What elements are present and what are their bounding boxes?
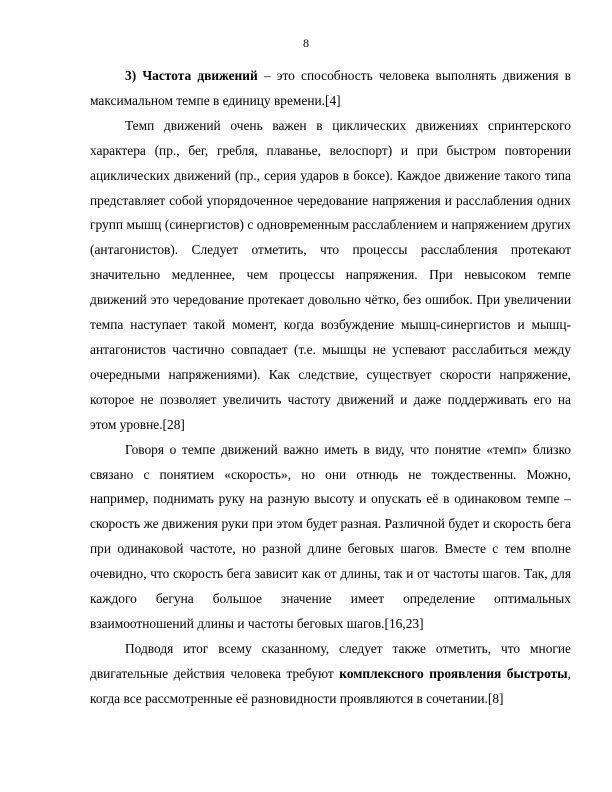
paragraph-text: – это способность человека выполнять движения в максимальном темпе в единицу времени.[4] [90, 68, 571, 108]
paragraph-emphasis-bold: комплексного проявления быстроты [339, 665, 568, 681]
body-text [90, 64, 571, 712]
page-number: 8 [303, 36, 309, 50]
paragraph-tempo-vs-speed [90, 438, 571, 637]
paragraph-text: Подводя итог всему сказанному, следует также отметить, что многие двигательные действия человека требуют [90, 640, 571, 681]
paragraph-movement-frequency [90, 64, 571, 114]
paragraph-heading-bold: 3) Частота движений [125, 68, 258, 83]
paragraph-summary [90, 637, 571, 712]
paragraph-text: , когда все рассмотренные её разновидности проявляются в сочетании.[8] [90, 665, 571, 706]
paragraph-text: Темп движений очень важен в циклических движениях спринтерского характера (пр., бег, гребля, плаванье, велоспорт) и при быстром повторении ациклических движений (пр., серия ударов в боксе). Каждое движение такого типа представляет собой упорядоченное чередование напряжения и расслабления одних групп мышц (синергистов) с одновременным расслаблением и напряжением других (антагонистов). Следует отметить, что процессы расслабления протекают значительно медленнее, чем процессы напряжения. При невысоком темпе движений это чередование протекает довольно чётко, без ошибок. При увеличении темпа наступает такой момент, когда возбуждение мышц-синергистов и мышц-антагонистов частично совпадает (т.е. мышцы не успевают расслабиться между очередными напряжениями). Как следствие, существует скорости напряжение, которое не позволяет увеличить частоту движений и даже поддерживать его на этом уровне.[28] [90, 117, 571, 432]
paragraph-text: Говоря о темпе движений важно иметь в виду, что понятие «темп» близко связано с понятием «скорость», но они отнюдь не тождественны. Можно, например, поднимать руку на разную высоту и опускать её в одинаковом темпе – скорость же движения руки при этом будет разная. Различной будет и скорость бега при одинаковой частоте, но разной длине беговых шагов. Вместе с тем вполне очевидно, что скорость бега зависит как от длины, так и от частоты шагов. Так, для каждого бегуна большое значение имеет определение оптимальных взаимоотношений длины и частоты беговых шагов.[16,23] [90, 441, 571, 631]
paragraph-tempo [90, 114, 571, 438]
